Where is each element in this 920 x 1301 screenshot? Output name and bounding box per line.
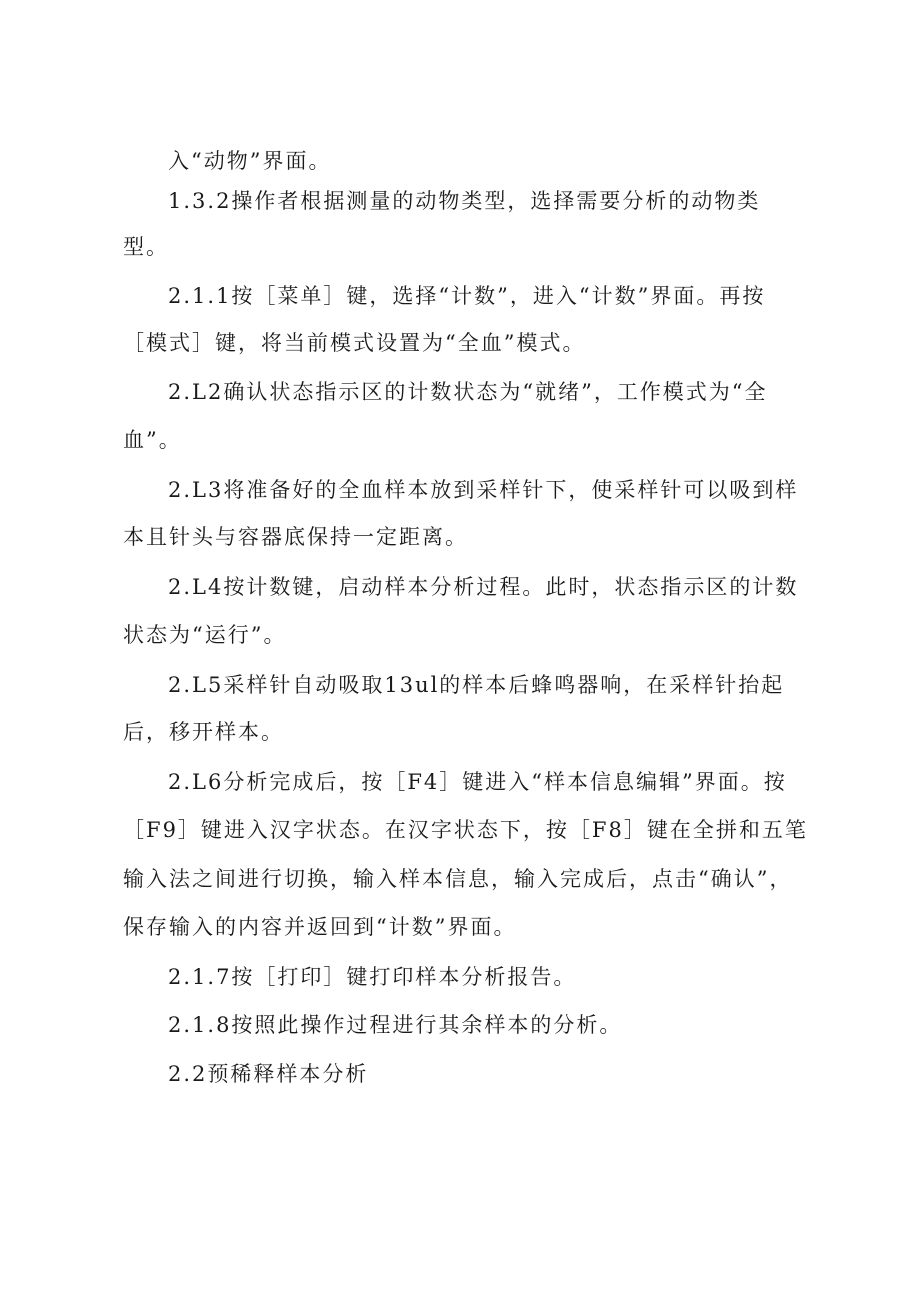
text-line: 2.L5采样针自动吸取13ul的样本后蜂鸣器响，在采样针抬起 — [168, 673, 785, 697]
text-line: 2.1.7按［打印］键打印样本分析报告。 — [168, 965, 577, 989]
text-line: ［F9］键进入汉字状态。在汉字状态下，按［F8］键在全拼和五笔 — [123, 818, 808, 842]
text-line: 血”。 — [123, 428, 182, 452]
text-line: 本且针头与容器底保持一定距离。 — [123, 525, 468, 549]
text-line: 输入法之间进行切换，输入样本信息，输入完成后，点击“确认”， — [123, 867, 793, 891]
text-line: 后，移开样本。 — [123, 720, 284, 744]
text-line: 2.L4按计数键，启动样本分析过程。此时，状态指示区的计数 — [168, 575, 799, 599]
text-line: 2.L6分析完成后，按［F4］键进入“样本信息编辑”界面。按 — [168, 770, 787, 794]
text-line: 2.L2确认状态指示区的计数状态为“就绪”，工作模式为“全 — [168, 380, 768, 404]
text-line: 状态为“运行”。 — [123, 623, 287, 647]
text-line: 2.L3将准备好的全血样本放到采样针下，使采样针可以吸到样 — [168, 478, 799, 502]
section-heading: 2.2预稀释样本分析 — [168, 1062, 369, 1086]
text-line: 型。 — [123, 235, 169, 259]
text-line: 1.3.2操作者根据测量的动物类型，选择需要分析的动物类 — [168, 189, 761, 213]
text-line: 入“动物”界面。 — [168, 149, 332, 173]
text-line: 2.1.1按［菜单］键，选择“计数”，进入“计数”界面。再按 — [168, 284, 766, 308]
text-line: ［模式］键，将当前模式设置为“全血”模式。 — [123, 331, 586, 355]
text-line: 2.1.8按照此操作过程进行其余样本的分析。 — [168, 1013, 623, 1037]
text-line: 保存输入的内容并返回到“计数”界面。 — [123, 915, 517, 939]
